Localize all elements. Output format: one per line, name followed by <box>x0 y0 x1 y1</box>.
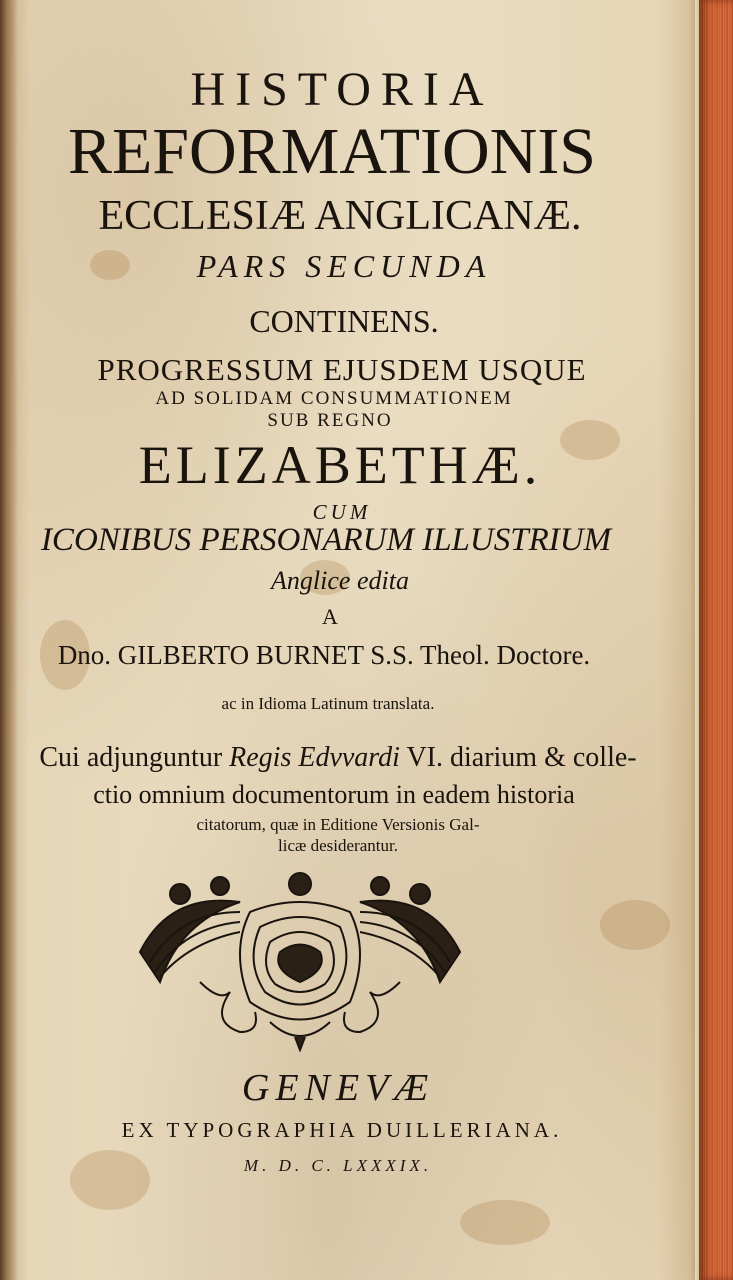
title-line-progressum: PROGRESSUM EJUSDEM USQUE <box>97 352 587 387</box>
title-line-ecclesiae: ECCLESIÆ ANGLICANÆ. <box>98 193 582 239</box>
title-line-reformationis: REFORMATIONIS <box>67 115 597 188</box>
foxing-spot <box>460 1200 550 1245</box>
adjunguntur-text: Cui adjunguntur <box>39 742 230 773</box>
imprint-city: GENEVÆ <box>241 1067 435 1109</box>
title-line-cum: CUM <box>312 500 372 524</box>
title-line-pars-secunda: PARS SECUNDA <box>196 248 492 284</box>
translation-line: ac in Idioma Latinum translata. <box>221 694 435 713</box>
foxing-spot <box>600 900 670 950</box>
regis-edvvardi-text: Regis Edvvardi <box>229 742 400 773</box>
title-line-anglice-edita: Anglice edita <box>271 566 409 595</box>
title-line-sub-regno: SUB REGNO <box>267 410 393 431</box>
author-line: Dno. GILBERTO BURNET S.S. Theol. Doctore. <box>57 640 591 670</box>
citatorum-line: citatorum, quæ in Editione Versionis Gal- <box>196 815 480 834</box>
collectio-line: ctio omnium documentorum in eadem historia <box>93 780 575 809</box>
floral-printers-ornament-icon <box>130 872 470 1052</box>
imprint-press: EX TYPOGRAPHIA DUILLERIANA. <box>121 1118 563 1142</box>
adjunguntur-line <box>0 742 688 774</box>
imprint-year: M. D. C. LXXXIX. <box>243 1156 433 1175</box>
title-line-a: A <box>322 604 338 629</box>
red-fore-edge <box>699 0 733 1280</box>
title-line-historia: HISTORIA <box>190 63 494 116</box>
diarium-text: VI. diarium & colle- <box>399 742 637 773</box>
title-line-iconibus: ICONIBUS PERSONARUM ILLUSTRIUM <box>40 522 612 558</box>
title-line-ad-solidam: AD SOLIDAM CONSUMMATIONEM <box>155 388 513 409</box>
title-line-continens: CONTINENS. <box>249 303 439 339</box>
title-line-elizabethae: ELIZABETHÆ. <box>138 435 542 495</box>
desiderantur-line: licæ desiderantur. <box>278 836 398 855</box>
